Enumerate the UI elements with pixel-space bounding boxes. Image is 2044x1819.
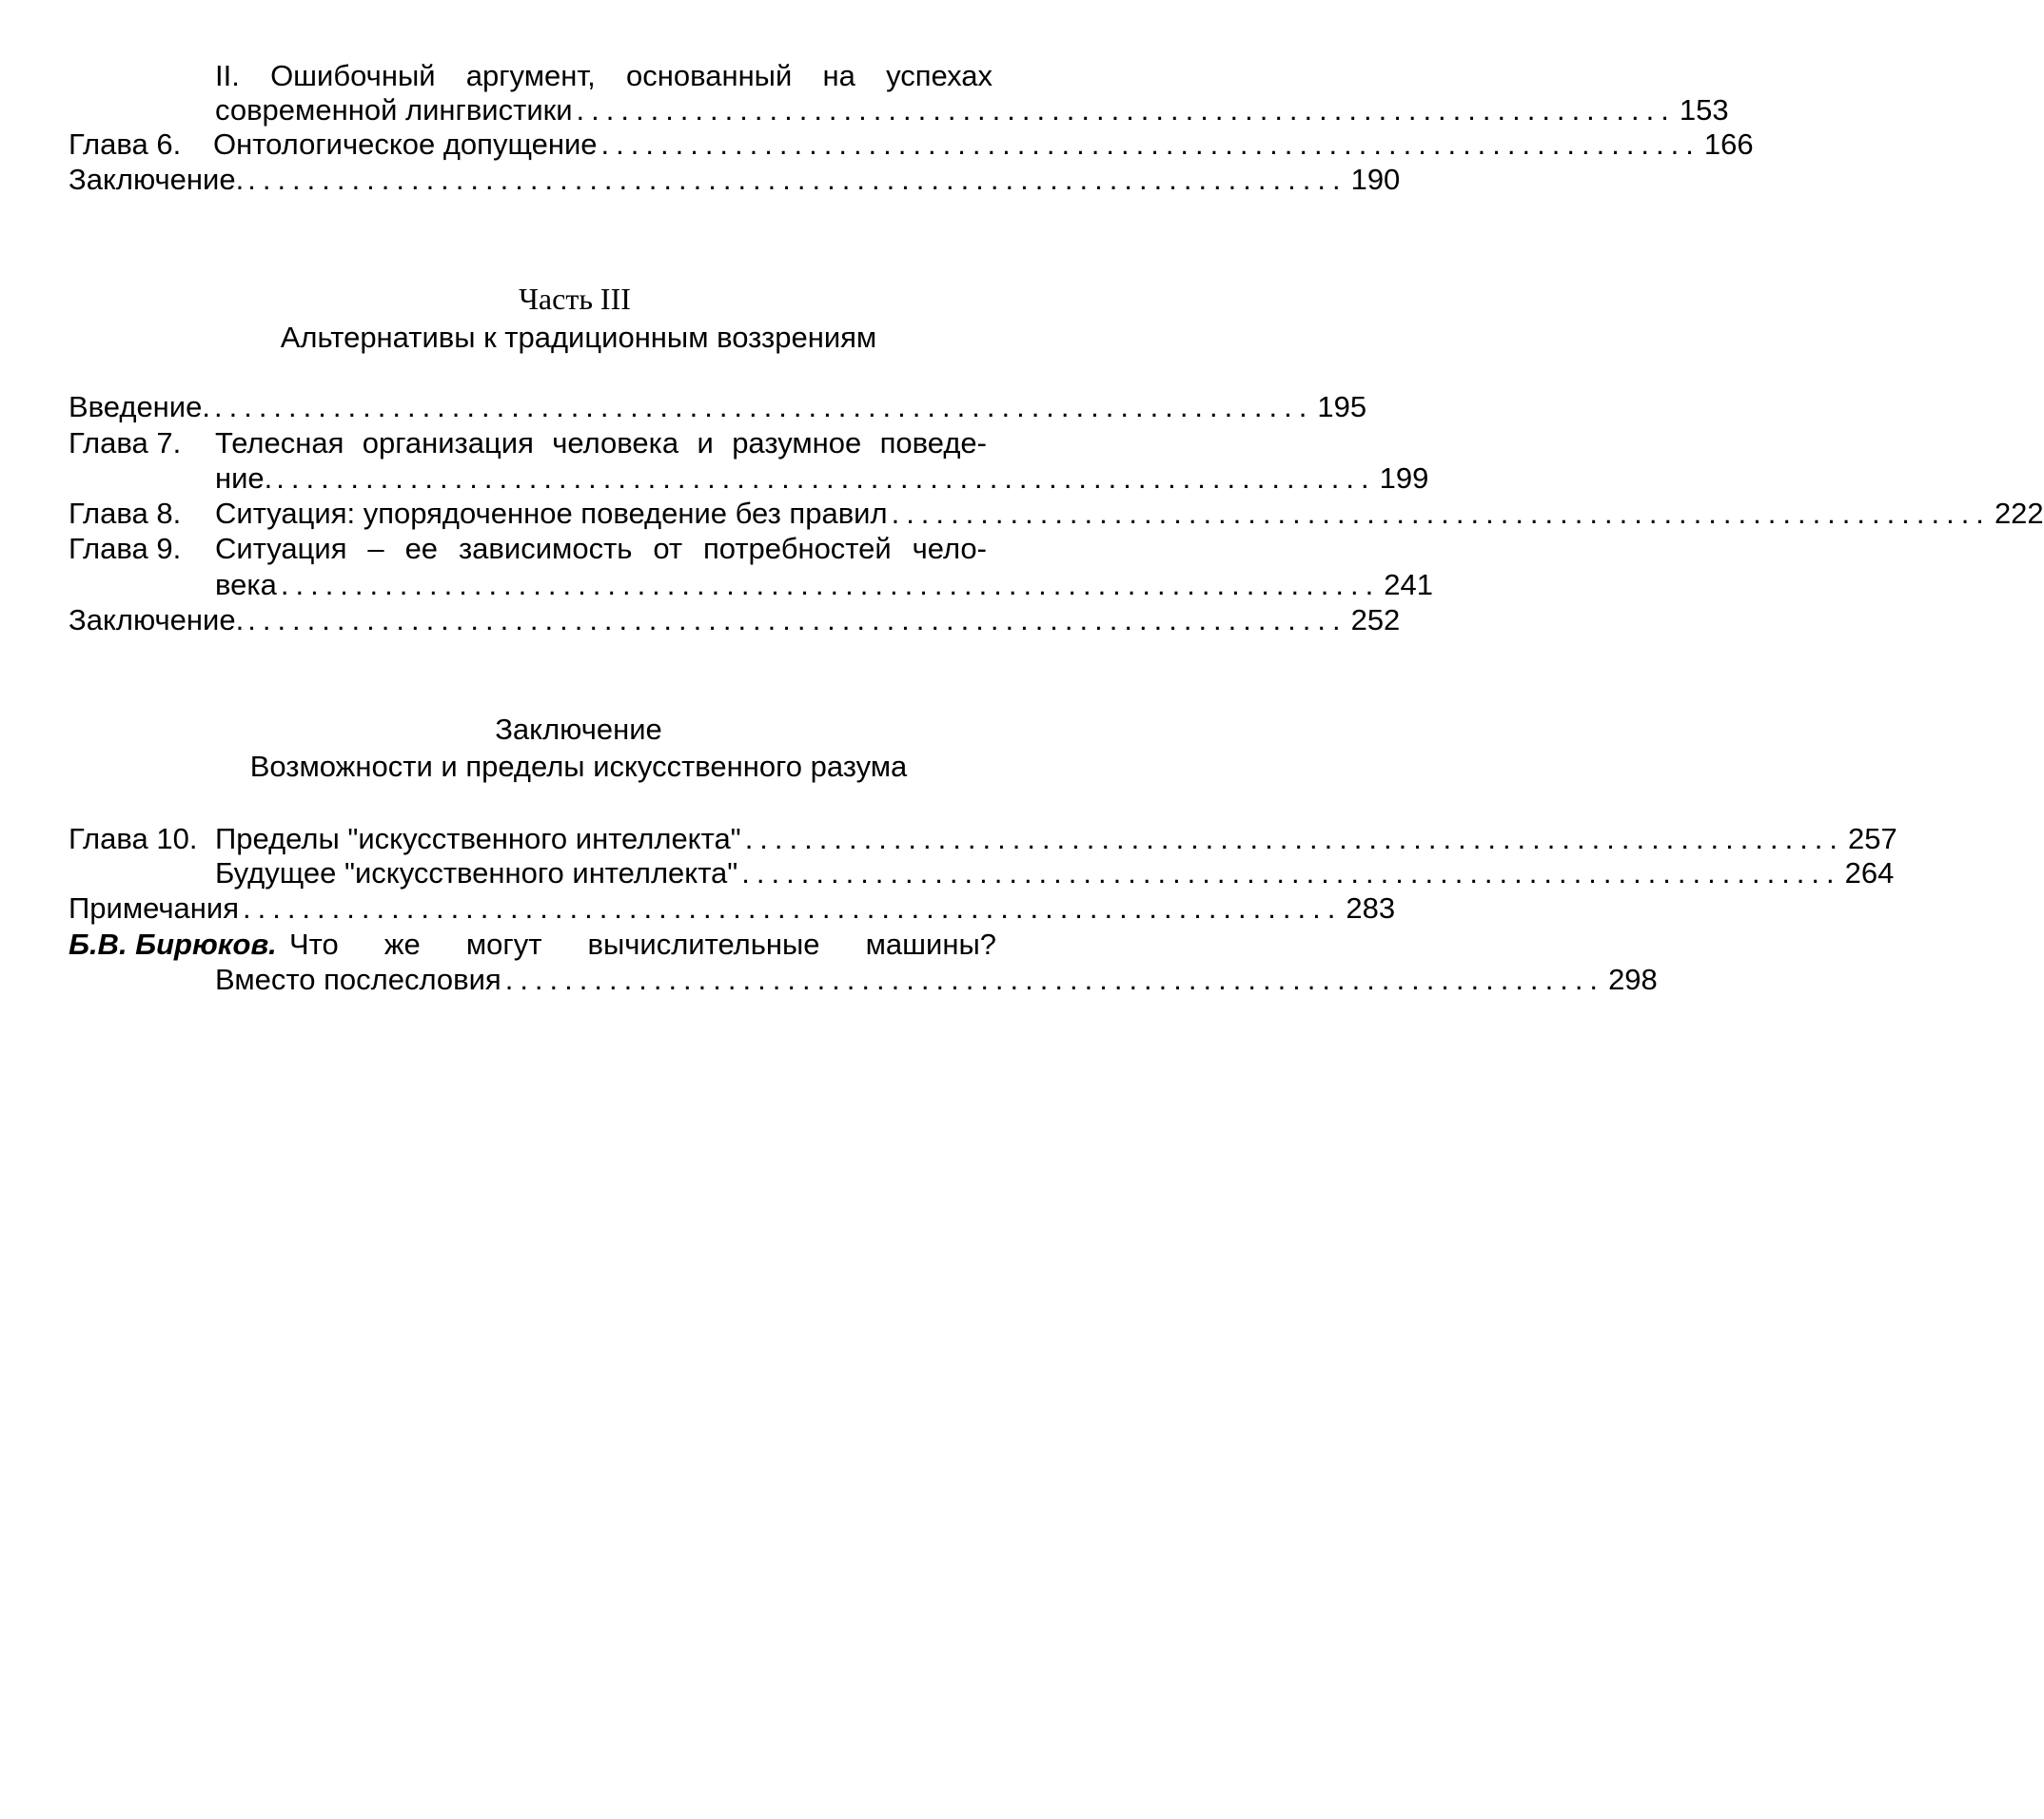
author-name: Б.В. Бирюков. [69, 928, 277, 961]
dot-leader: .......................................................................... [891, 497, 1991, 530]
toc-entry-arg2 [215, 93, 1729, 127]
dot-leader: .......................................................................... [280, 568, 1381, 601]
toc-entry-title-cont: Вместо послесловия [215, 963, 501, 996]
toc-entry-title: Онтологическое допущение [213, 127, 598, 161]
part-heading: Заключение [495, 713, 662, 746]
toc-entry-title: Ситуация: упорядоченное поведение без правил [215, 497, 888, 530]
toc-page-number: 153 [1679, 93, 1729, 127]
toc-page-number: 298 [1608, 963, 1658, 996]
toc-entry-ch7 [215, 461, 1429, 496]
toc-page-number: 252 [1350, 603, 1401, 636]
part-subtitle: Возможности и пределы искусственного разума [249, 750, 908, 783]
toc-entry-afterword [215, 963, 1658, 997]
toc-page-number: 283 [1346, 891, 1396, 925]
toc-page-number: 241 [1384, 568, 1433, 601]
dot-leader: .......................................................................... [247, 163, 1347, 196]
toc-entry-title-cont: ние. [215, 461, 273, 495]
toc-entry-title: Телесная организация человека и разумное поведе- [215, 426, 987, 460]
toc-entry-ch8 [69, 497, 2044, 531]
toc-entry-title: Будущее "искусственного интеллекта" [215, 856, 738, 890]
chapter-label: Глава 8. [69, 497, 182, 530]
toc-page-number: 195 [1317, 390, 1367, 423]
dot-leader: .......................................................................... [741, 856, 1841, 890]
chapter-label: Глава 9. [69, 532, 182, 565]
chapter-label: Глава 6. [69, 127, 182, 161]
toc-entry-ch7-line1 [69, 426, 987, 460]
toc-entry-title: Заключение. [69, 603, 245, 636]
toc-page-number: 190 [1350, 163, 1401, 196]
dot-leader: .......................................................................... [247, 603, 1347, 636]
toc-entry-ch9 [215, 568, 1433, 602]
dot-leader: .......................................................................... [276, 461, 1376, 495]
dot-leader: .......................................................................... [213, 390, 1314, 423]
toc-entry-title: Введение. [69, 390, 210, 423]
toc-entry-title: Заключение. [69, 163, 245, 196]
dot-leader: .......................................................................... [744, 822, 1845, 855]
toc-entry-conclusion-3 [69, 603, 1401, 637]
dot-leader: .......................................................................... [600, 127, 1700, 161]
toc-entry-arg2-line1: II. Ошибочный аргумент, основанный на успехах [215, 59, 993, 92]
part-heading: Часть III [519, 282, 631, 316]
toc-page-number: 264 [1844, 856, 1895, 890]
chapter-label: Глава 10. [69, 822, 198, 855]
chapter-label: Глава 7. [69, 426, 182, 460]
toc-entry-conclusion-2 [69, 163, 1401, 197]
dot-leader: .......................................................................... [576, 93, 1676, 127]
part-subtitle: Альтернативы к традиционным воззрениям [280, 321, 877, 354]
toc-entry-title: Ситуация – ее зависимость от потребностей чело- [215, 532, 987, 565]
toc-entry-title-cont: века [215, 568, 277, 601]
toc-entry-title: современной лингвистики [215, 93, 573, 127]
toc-entry-ch9-line1 [69, 532, 987, 566]
toc-entry-intro [69, 390, 1367, 424]
toc-entry-future [215, 856, 1895, 890]
toc-page-number: 199 [1379, 461, 1429, 495]
toc-entry-afterword-line1 [69, 928, 996, 962]
toc-entry-title: Пределы "искусственного интеллекта" [215, 822, 741, 855]
toc-page-number: 222 [1994, 497, 2044, 530]
toc-entry-ch10 [69, 822, 1897, 856]
dot-leader: .......................................................................... [504, 963, 1605, 996]
toc-page-number: 257 [1848, 822, 1897, 855]
toc-page-number: 166 [1703, 127, 1754, 161]
dot-leader: .......................................................................... [242, 891, 1343, 925]
toc-entry-notes [69, 891, 1396, 926]
toc-entry-title: Что же могут вычислительные машины? [289, 928, 996, 961]
toc-entry-title: Примечания [69, 891, 239, 925]
toc-entry-ch6 [69, 127, 1754, 162]
